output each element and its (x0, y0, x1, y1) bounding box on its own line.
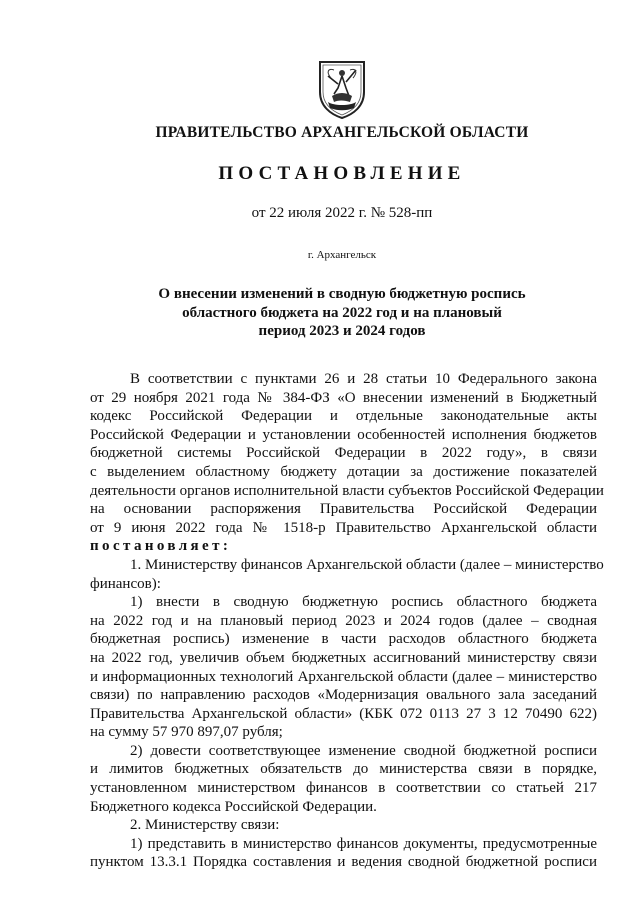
paragraph-line: на 2022 год, увеличив объем бюджетных ассигнований министерству связи (90, 649, 597, 666)
title-line: О внесении изменений в сводную бюджетную роспись (158, 286, 526, 302)
paragraph-line: Российской Федерации и установлении особенностей исполнения бюджетов (90, 426, 597, 443)
paragraph-line: 1) внести в сводную бюджетную роспись областного бюджета (130, 594, 597, 611)
paragraph-line: кодекс Российской Федерации и отдельные законодательные акты (90, 408, 597, 425)
paragraph-line: и информационных технологий Архангельской области (далее – министерство (90, 668, 597, 685)
paragraph-line: бюджетная роспись) изменение в части расходов областного бюджета (90, 631, 597, 648)
document-type: ПОСТАНОВЛЕНИЕ (218, 163, 466, 184)
paragraph-line: связи) по направлению расходов «Модернизация овального зала заседаний (90, 687, 597, 704)
paragraph-line: от 9 июня 2022 года № 1518-р Правительство Архангельской области (90, 519, 597, 536)
decree-colon: : (222, 538, 228, 555)
paragraph-line: финансов): (90, 575, 161, 592)
document-date-number: от 22 июля 2022 г. № 528-пп (251, 205, 433, 221)
title-line: областного бюджета на 2022 год и на плановый (182, 304, 502, 321)
decree-line (90, 537, 597, 556)
organization-name: ПРАВИТЕЛЬСТВО АРХАНГЕЛЬСКОЙ ОБЛАСТИ (155, 124, 529, 141)
paragraph-line: деятельности органов исполнительной власти субъектов Российской Федерации (90, 482, 604, 499)
paragraph-line: с выделением областному бюджету дотации за достижение показателей (90, 463, 597, 480)
paragraph-line: бюджетной системы Российской Федерации в 2022 году», в связи (90, 445, 597, 462)
paragraph-line: Правительства Архангельской области» (КБК 072 0113 27 3 12 70490 622) (90, 705, 597, 722)
document-body (90, 370, 604, 872)
paragraph-line: Бюджетного кодекса Российской Федерации. (90, 798, 377, 815)
paragraph-line: на основании распоряжения Правительства Российской Федерации (90, 501, 597, 518)
paragraph-line: 2. Министерству связи: (130, 817, 280, 834)
paragraph-line: В соответствии с пунктами 26 и 28 статьи 10 Федерального закона (130, 371, 597, 387)
paragraph-line: 1. Министерству финансов Архангельской области (далее – министерство (130, 556, 604, 573)
coat-of-arms-emblem (314, 58, 370, 120)
decree-word: постановляет (90, 538, 223, 555)
document-title (0, 285, 640, 341)
paragraph-line: пунктом 13.3.1 Порядка составления и ведения сводной бюджетной росписи (90, 854, 597, 871)
paragraph-line: и лимитов бюджетных обязательств до министерства связи в порядке, (90, 761, 597, 778)
paragraph-line: на 2022 год и на плановый период 2023 и 2024 годов (далее – сводная (90, 612, 597, 629)
paragraph-line: от 29 ноября 2021 года № 384-ФЗ «О внесении изменений в Бюджетный (90, 389, 597, 406)
document-city: г. Архангельск (307, 249, 377, 261)
paragraph-line: 2) довести соответствующее изменение сводной бюджетной росписи (130, 742, 597, 759)
paragraph-line: 1) представить в министерство финансов документы, предусмотренные (130, 835, 597, 852)
paragraph-line: на сумму 57 970 897,07 рубля; (90, 724, 283, 741)
title-line: период 2023 и 2024 годов (258, 323, 426, 339)
paragraph-line: установленном министерством финансов в соответствии со статьей 217 (90, 780, 597, 797)
